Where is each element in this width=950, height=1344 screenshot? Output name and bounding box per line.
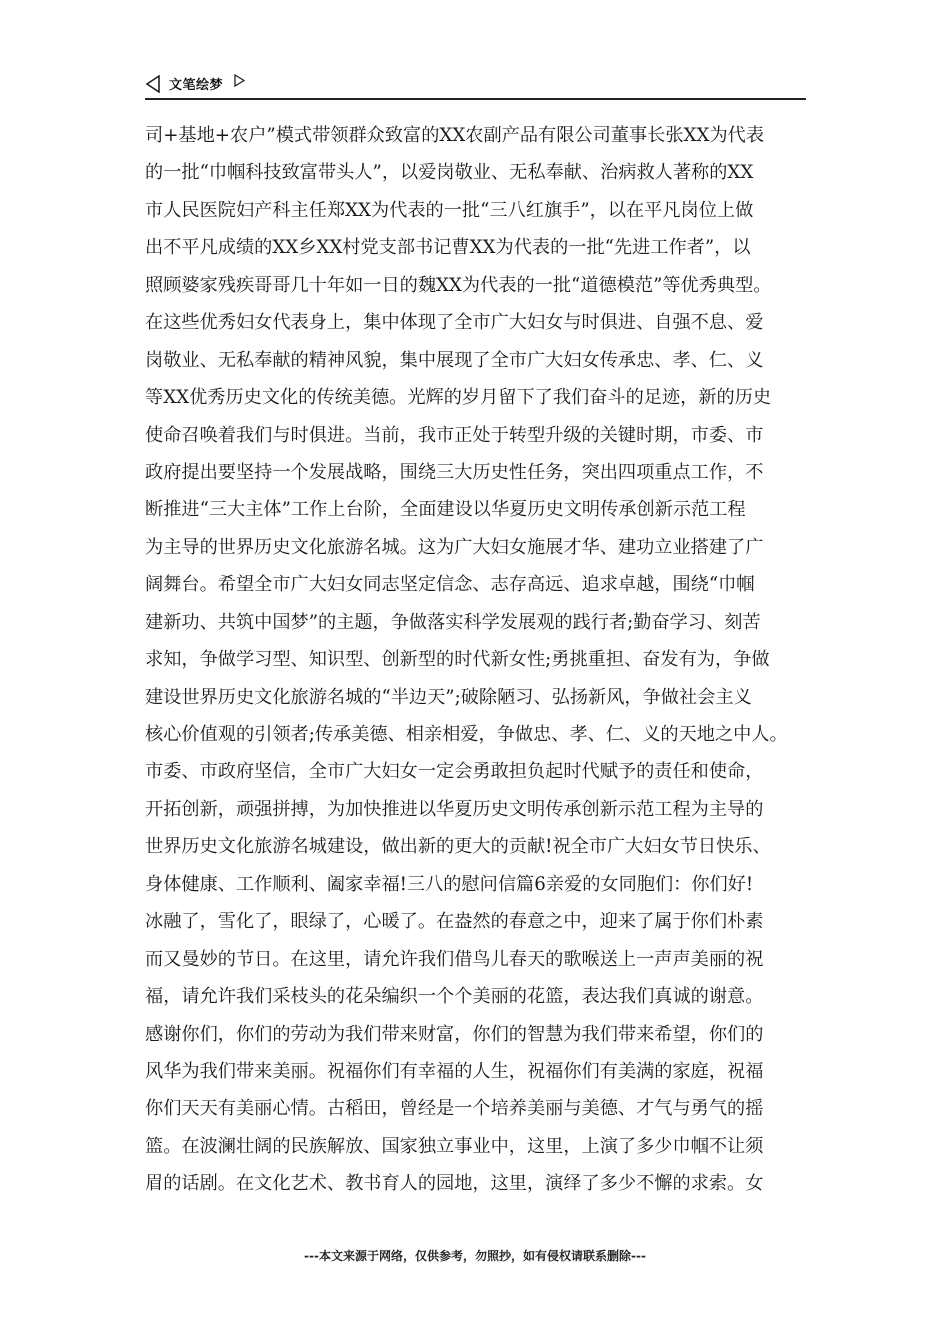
brand-title: 文笔绘梦	[169, 78, 224, 93]
text-line: 使命召唤着我们与时俱进。当前，我市正处于转型升级的关键时期，市委、市	[145, 424, 764, 446]
text-line: 出不平凡成绩的XX乡XX村党支部书记曹XX为代表的一批“先进工作者”，以	[145, 237, 751, 259]
text-line: 风华为我们带来美丽。祝福你们有幸福的人生，祝福你们有美满的家庭，祝福	[145, 1060, 764, 1082]
text-line: 身体健康、工作顺利、阖家幸福!三八的慰问信篇6亲爱的女同胞们：你们好!	[145, 873, 754, 895]
footer-disclaimer: ---本文来源于网络，仅供参考，勿照抄，如有侵权请联系删除---	[304, 1249, 646, 1263]
text-line: 政府提出要坚持一个发展战略，围绕三大历史性任务，突出四项重点工作，不	[145, 461, 764, 483]
text-line: 福，请允许我们采枝头的花朵编织一个个美丽的花篮，表达我们真诚的谢意。	[145, 986, 764, 1008]
text-line: 市人民医院妇产科主任郑XX为代表的一批“三八红旗手”，以在平凡岗位上做	[145, 199, 754, 221]
text-line: 等XX优秀历史文化的传统美德。光辉的岁月留下了我们奋斗的足迹，新的历史	[145, 387, 772, 409]
text-line: 断推进“三大主体”工作上台阶，全面建设以华夏历史文明传承创新示范工程	[145, 499, 746, 521]
page-header	[145, 72, 806, 100]
document-body	[145, 117, 810, 1203]
text-line: 核心价值观的引领者;传承美德、相亲相爱，争做忠、孝、仁、义的天地之中人。	[145, 724, 788, 745]
text-line: 而又曼妙的节日。在这里，请允许我们借鸟儿春天的歌喉送上一声声美丽的祝	[145, 948, 764, 970]
triangle-right-icon	[233, 74, 245, 87]
text-line: 照顾婆家残疾哥哥几十年如一日的魏XX为代表的一批“道德模范”等优秀典型。	[145, 274, 772, 296]
triangle-left-icon	[145, 75, 161, 93]
text-line: 在这些优秀妇女代表身上，集中体现了全市广大妇女与时俱进、自强不息、爱	[145, 312, 764, 334]
text-line: 冰融了，雪化了，眼绿了，心暖了。在盎然的春意之中，迎来了属于你们朴素	[145, 911, 764, 933]
text-line: 的一批“巾帼科技致富带头人”，以爱岗敬业、无私奉献、治病救人著称的XX	[145, 162, 754, 184]
text-line: 篮。在波澜壮阔的民族解放、国家独立事业中，这里，上演了多少巾帼不让须	[145, 1135, 764, 1157]
text-line: 开拓创新，顽强拼搏，为加快推进以华夏历史文明传承创新示范工程为主导的	[145, 798, 764, 820]
text-line: 建新功、共筑中国梦”的主题，争做落实科学发展观的践行者;勤奋学习、刻苦	[145, 611, 761, 633]
text-line: 岗敬业、无私奉献的精神风貌，集中展现了全市广大妇女传承忠、孝、仁、义	[145, 349, 764, 371]
text-line: 眉的话剧。在文化艺术、教书育人的园地，这里，演绎了多少不懈的求索。女	[145, 1173, 764, 1195]
text-line: 阔舞台。希望全市广大妇女同志坚定信念、志存高远、追求卓越，围绕“巾帼	[145, 574, 755, 596]
text-line: 市委、市政府坚信，全市广大妇女一定会勇敢担负起时代赋予的责任和使命，	[145, 761, 764, 783]
text-line: 求知，争做学习型、知识型、创新型的时代新女性;勇挑重担、奋发有为，争做	[145, 649, 770, 671]
text-line: 为主导的世界历史文化旅游名城。这为广大妇女施展才华、建功立业搭建了广	[145, 536, 764, 558]
text-line: 建设世界历史文化旅游名城的“半边天”;破除陋习、弘扬新风，争做社会主义	[145, 686, 752, 708]
text-line: 感谢你们，你们的劳动为我们带来财富，你们的智慧为我们带来希望，你们的	[145, 1023, 764, 1045]
text-line: 司+基地+农户”模式带领群众致富的XX农副产品有限公司董事长张XX为代表	[145, 125, 765, 146]
text-line: 世界历史文化旅游名城建设，做出新的更大的贡献!祝全市广大妇女节日快乐、	[145, 836, 771, 858]
text-line: 你们天天有美丽心情。古稻田，曾经是一个培养美丽与美德、才气与勇气的摇	[145, 1098, 764, 1120]
